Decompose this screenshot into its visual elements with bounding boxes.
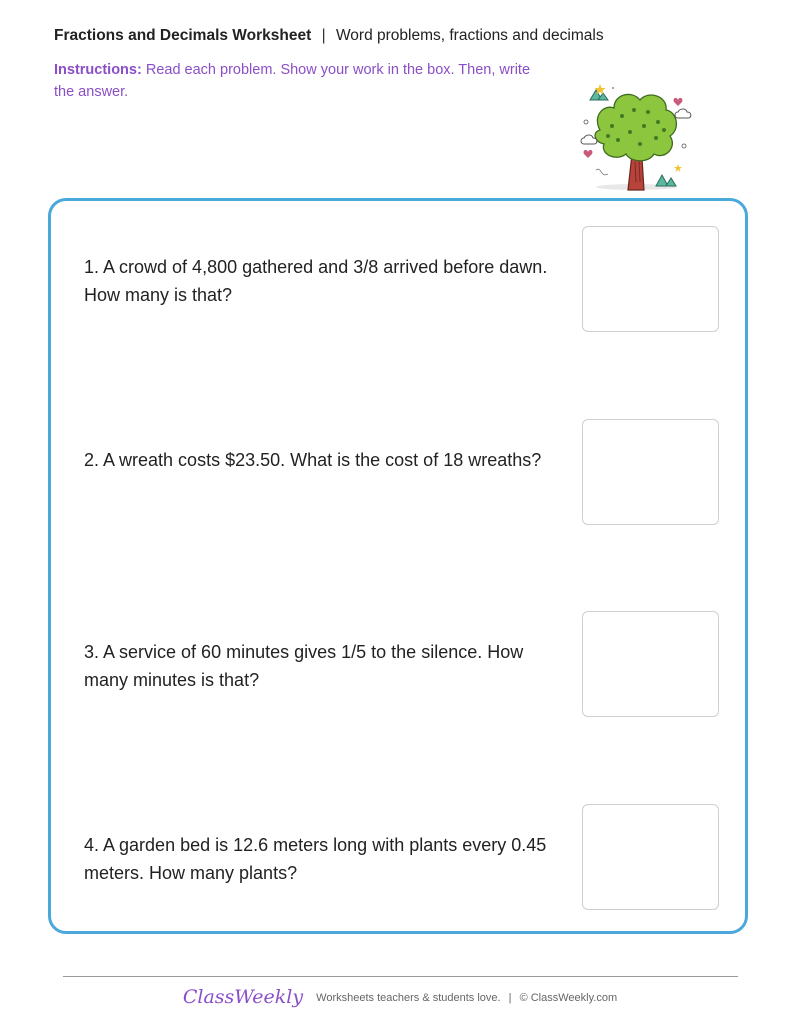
footer-separator: | [508,992,512,1004]
answer-box-4[interactable] [582,804,719,910]
footer-divider [63,976,738,977]
problem-2: 2. A wreath costs $23.50. What is the cost of 18 wreaths? [84,450,542,470]
problems-card [48,198,748,934]
answer-box-2[interactable] [582,419,719,525]
footer-tagline: Worksheets teachers & students love. [316,992,501,1004]
tree-illustration-icon [578,82,694,194]
brand-logo: ClassWeekly [182,986,304,1008]
worksheet-header [54,27,604,45]
instructions-text: Read each problem. Show your work in the box. Then, write the answer. [54,62,531,100]
instructions [54,59,534,103]
problem-1: 1. A crowd of 4,800 gathered and 3/8 arrived before dawn. How many is that? [84,257,548,305]
answer-box-1[interactable] [582,226,719,332]
problem-3: 3. A service of 60 minutes gives 1/5 to the silence. How many minutes is that? [84,642,524,690]
footer [0,986,800,1008]
worksheet-subtitle: Word problems, fractions and decimals [335,27,604,44]
instructions-label: Instructions: [54,62,142,78]
answer-box-3[interactable] [582,611,719,717]
worksheet-title: Fractions and Decimals Worksheet [54,27,312,44]
header-separator: | [321,27,326,44]
footer-copyright: © ClassWeekly.com [519,992,618,1004]
problem-4: 4. A garden bed is 12.6 meters long with plants every 0.45 meters. How many plants? [84,835,547,883]
